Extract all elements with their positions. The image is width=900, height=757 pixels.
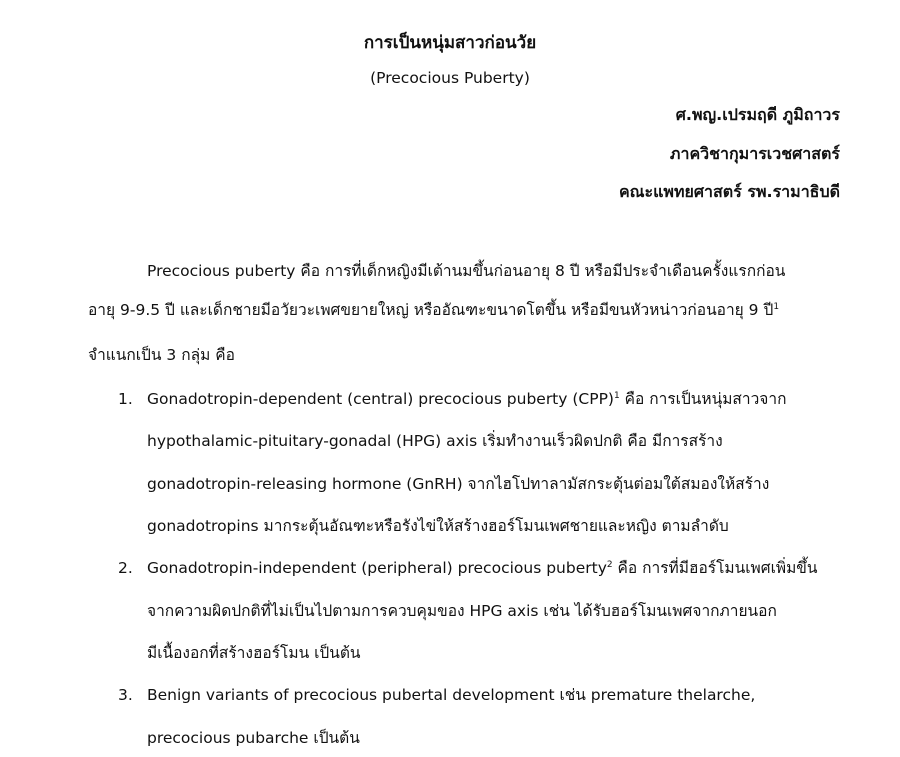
list-item-1-heading-tail: คือ การเป็นหนุ่มสาวจาก [619, 390, 787, 408]
intro-line-2 [88, 299, 779, 321]
list-item-3-line-1: Benign variants of precocious pubertal development เช่น premature thelarche, [147, 686, 756, 704]
list-item-2-line-1 [147, 557, 818, 579]
list-item-2-line-3: มีเนื้องอกที่สร้างฮอร์โมน เป็นต้น [147, 644, 361, 662]
list-item-2-line-2: จากความผิดปกติที่ไม่เป็นไปตามการควบคุมของ HPG axis เช่น ได้รับฮอร์โมนเพศจากภายนอก [147, 602, 777, 620]
intro-line-1: Precocious puberty คือ การที่เด็กหญิงมีเต้านมขึ้นก่อนอายุ 8 ปี หรือมีประจำเดือนครั้งแรกก่อน [147, 262, 786, 280]
list-item-number: 1. [118, 390, 133, 408]
author-department: ภาควิชากุมารเวชศาสตร์ [669, 144, 840, 163]
list-item-number: 2. [118, 559, 133, 577]
intro-footnote-ref: 1 [773, 301, 780, 312]
list-item-2-heading: Gonadotropin-independent (peripheral) precocious puberty [147, 559, 607, 577]
list-item-1-line-4: gonadotropins มากระตุ้นอัณฑะหรือรังไข่ให้สร้างฮอร์โมนเพศชายและหญิง ตามลำดับ [147, 517, 729, 535]
intro-line-2-text: อายุ 9-9.5 ปี และเด็กชายมีอวัยวะเพศขยายใหญ่ หรืออัณฑะขนาดโตขึ้น หรือมีขนหัวหน่าวก่อนอายุ 9 ปี [88, 301, 774, 319]
list-item-3-line-2: precocious pubarche เป็นต้น [147, 729, 360, 747]
author-name: ศ.พญ.เปรมฤดี ภูมิถาวร [675, 105, 840, 124]
document-subtitle: (Precocious Puberty) [370, 69, 530, 87]
intro-line-3: จำแนกเป็น 3 กลุ่ม คือ [88, 346, 235, 364]
list-item-2-heading-tail: คือ การที่มีฮอร์โมนเพศเพิ่มขึ้น [612, 559, 818, 577]
document-title: การเป็นหนุ่มสาวก่อนวัย [363, 33, 537, 53]
list-item-number: 3. [118, 686, 133, 704]
list-item-1-line-3: gonadotropin-releasing hormone (GnRH) จากไฮโปทาลามัสกระตุ้นต่อมใต้สมองให้สร้าง [147, 475, 770, 493]
author-faculty: คณะแพทยศาสตร์ รพ.รามาธิบดี [618, 182, 840, 201]
list-item-1-line-1 [147, 388, 786, 410]
list-item-1-footnote-ref: 1 [613, 390, 620, 401]
list-item-1-line-2: hypothalamic-pituitary-gonadal (HPG) axis เริ่มทำงานเร็วผิดปกติ คือ มีการสร้าง [147, 432, 723, 450]
list-item-1-heading: Gonadotropin-dependent (central) precocious puberty (CPP) [147, 390, 614, 408]
list-item-2-footnote-ref: 2 [606, 559, 613, 570]
